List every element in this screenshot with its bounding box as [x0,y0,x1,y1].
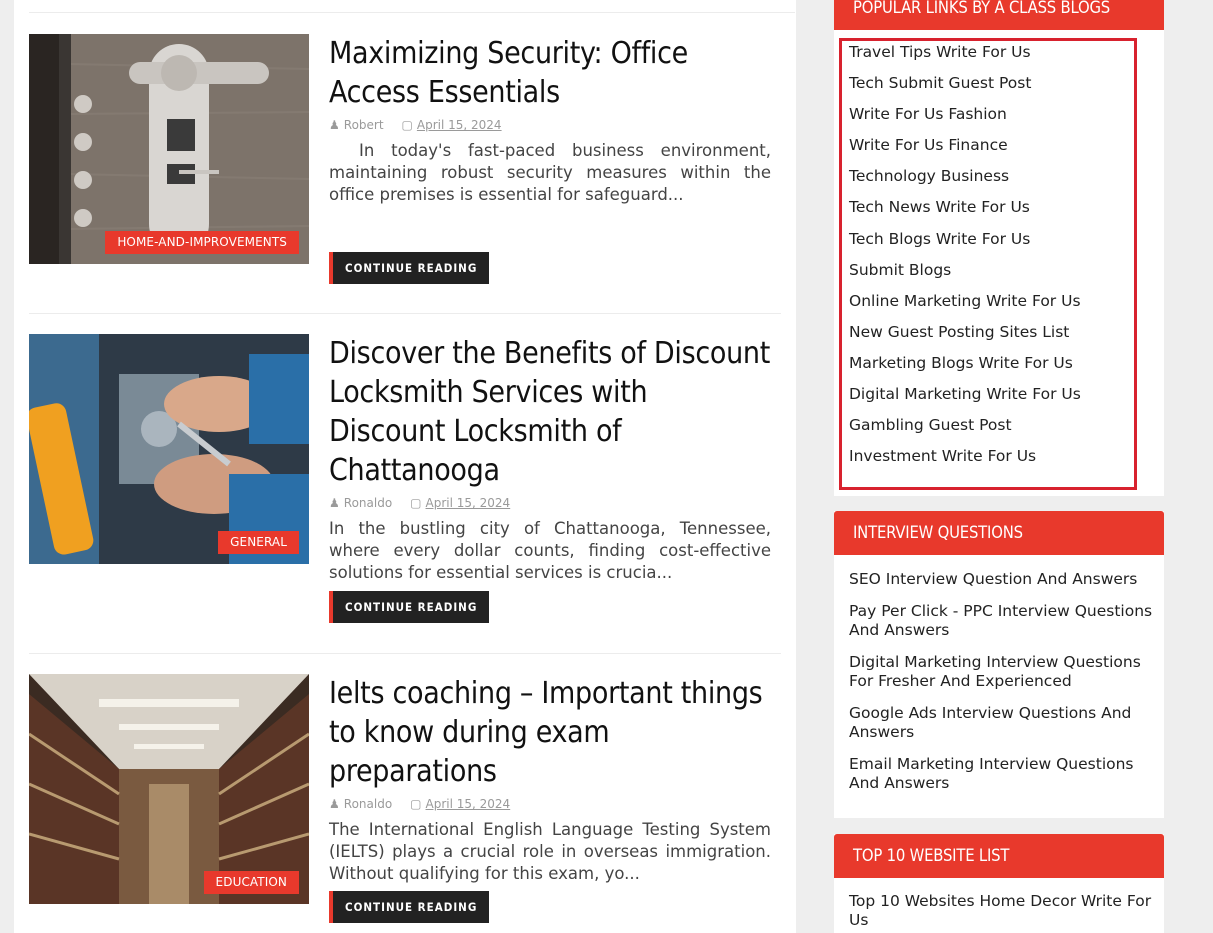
post-excerpt: The International English Language Testing System (IELTS) plays a crucial role in overseas immigration. Without qualifying for this exam, yo... [329,820,771,883]
sidebar-link[interactable]: Submit Blogs [849,260,952,279]
post-thumbnail[interactable] [29,34,309,264]
sidebar-link[interactable]: Gambling Guest Post [849,416,1012,435]
sidebar-link[interactable]: Technology Business [849,167,1010,186]
sidebar-link[interactable]: Investment Write For Us [849,447,1037,466]
post-author[interactable]: Robert [343,118,384,132]
sidebar-link[interactable]: SEO Interview Question And Answers [849,570,1138,588]
category-badge[interactable]: EDUCATION [204,871,299,894]
calendar-icon: ▢ [410,797,422,811]
sidebar-link[interactable]: Write For Us Finance [849,136,1008,155]
post-excerpt: In the bustling city of Chattanooga, Tennessee, where every dollar counts, finding cost-effective solutions for essential services is crucia... [329,519,771,582]
category-badge[interactable]: GENERAL [218,531,299,554]
sidebar-link[interactable]: Pay Per Click - PPC Interview Questions And Answers [849,602,1153,639]
sidebar-link[interactable]: Write For Us Fashion [849,105,1007,124]
post-thumbnail[interactable] [29,334,309,564]
divider [29,653,781,654]
sidebar-link[interactable]: Digital Marketing Interview Questions For Fresher And Experienced [849,653,1141,690]
category-badge[interactable]: HOME-AND-IMPROVEMENTS [105,231,299,254]
sidebar-link[interactable]: Tech Submit Guest Post [849,74,1032,93]
sidebar-link[interactable]: Digital Marketing Write For Us [849,385,1081,404]
top10-widget [834,834,1164,933]
post-meta [329,797,771,811]
sidebar-link[interactable]: Tech News Write For Us [849,198,1030,217]
user-icon: ♟ [329,797,340,811]
sidebar-link[interactable]: Google Ads Interview Questions And Answers [849,704,1132,741]
library-image [29,674,309,904]
post-author[interactable]: Ronaldo [343,797,393,811]
sidebar-link[interactable]: Tech Blogs Write For Us [849,229,1031,248]
highlight-box [839,38,1137,490]
calendar-icon: ▢ [401,118,413,132]
post-date[interactable]: April 15, 2024 [425,496,511,510]
post-meta [329,496,771,510]
widget-title: TOP 10 WEBSITE LIST [834,834,1164,878]
post-excerpt: In today's fast-paced business environment, maintaining robust security measures within the office premises is essential for safeguard... [329,141,771,204]
widget-title: INTERVIEW QUESTIONS [834,511,1164,555]
sidebar-link[interactable]: Email Marketing Interview Questions And Answers [849,755,1134,792]
continue-reading-button[interactable]: CONTINUE READING [329,252,489,284]
widget-title: POPULAR LINKS BY A CLASS BLOGS [834,0,1164,30]
divider [29,313,781,314]
interview-list [834,555,1164,793]
continue-reading-button[interactable]: CONTINUE READING [329,891,489,923]
sidebar-link[interactable]: Travel Tips Write For Us [849,43,1031,61]
door-lock-image [29,34,309,264]
post-meta [329,118,771,132]
post-card [29,334,781,634]
post-author[interactable]: Ronaldo [343,496,393,510]
post-thumbnail[interactable] [29,674,309,904]
sidebar-link[interactable]: Online Marketing Write For Us [849,291,1081,310]
user-icon: ♟ [329,118,340,132]
post-title[interactable]: Discover the Benefits of Discount Locksmith Services with Discount Locksmith of Chattanooga [329,336,771,488]
top10-list [834,878,1164,930]
post-title[interactable]: Ielts coaching – Important things to know during exam preparations [329,676,763,789]
sidebar-link[interactable]: Marketing Blogs Write For Us [849,353,1073,372]
sidebar-link[interactable]: New Guest Posting Sites List [849,322,1070,341]
post-date[interactable]: April 15, 2024 [425,797,511,811]
post-card [29,674,781,933]
divider [29,12,795,13]
user-icon: ♟ [329,496,340,510]
post-card [29,34,781,334]
interview-questions-widget [834,511,1164,818]
sidebar-link[interactable]: Top 10 Websites Home Decor Write For Us [849,892,1152,929]
calendar-icon: ▢ [410,496,422,510]
post-date[interactable]: April 15, 2024 [416,118,502,132]
continue-reading-button[interactable]: CONTINUE READING [329,591,489,623]
post-title[interactable]: Maximizing Security: Office Access Essentials [329,36,688,110]
main-content [14,0,796,933]
locksmith-image [29,334,309,564]
